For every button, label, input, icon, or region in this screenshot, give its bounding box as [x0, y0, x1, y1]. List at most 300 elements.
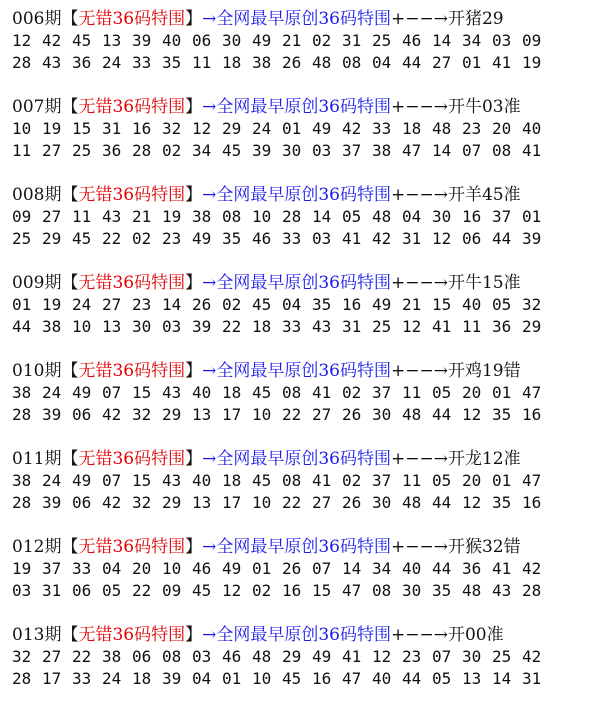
number-cell: 12 — [462, 405, 482, 424]
number-cell: 14 — [432, 141, 452, 160]
number-cell: 16 — [312, 669, 332, 688]
number-cell: 04 — [192, 669, 212, 688]
bracket-open: 【 — [61, 9, 79, 29]
number-cell: 01 — [252, 559, 272, 578]
number-cell: 03 — [162, 317, 182, 336]
number-row — [12, 30, 595, 52]
number-cell: 22 — [132, 581, 152, 600]
number-cell: 39 — [132, 31, 152, 50]
number-cell: 15 — [432, 295, 452, 314]
number-cell: 20 — [462, 383, 482, 402]
number-cell: 16 — [462, 207, 482, 226]
number-cell: 36 — [462, 559, 482, 578]
number-cell: 13 — [102, 31, 122, 50]
number-cell: 29 — [162, 493, 182, 512]
number-cell: 38 — [12, 383, 32, 402]
entry-header — [12, 448, 595, 470]
number-cell: 25 — [372, 31, 392, 50]
number-cell: 31 — [342, 31, 362, 50]
number-cell: 41 — [492, 53, 512, 72]
title-text: 无错36码特围 — [78, 361, 186, 381]
number-cell: 24 — [72, 295, 92, 314]
number-cell: 10 — [72, 317, 92, 336]
number-cell: 05 — [432, 383, 452, 402]
number-cell: 10 — [252, 669, 272, 688]
number-cell: 42 — [522, 559, 542, 578]
number-cell: 29 — [222, 119, 242, 138]
period-label: 013期 — [12, 625, 62, 645]
period-label: 007期 — [12, 97, 62, 117]
bracket-open: 【 — [61, 361, 79, 381]
bracket-close: 】 — [185, 9, 203, 29]
number-cell: 40 — [522, 119, 542, 138]
entry-header — [12, 184, 595, 206]
number-cell: 22 — [102, 229, 122, 248]
promo-text: →全网最早原创36码特围 — [202, 625, 391, 645]
number-cell: 33 — [132, 53, 152, 72]
number-cell: 31 — [42, 581, 62, 600]
number-cell: 35 — [432, 581, 452, 600]
number-row — [12, 558, 595, 580]
number-cell: 06 — [72, 581, 92, 600]
number-cell: 01 — [462, 53, 482, 72]
number-cell: 45 — [222, 141, 242, 160]
number-cell: 08 — [492, 141, 512, 160]
number-cell: 30 — [282, 141, 302, 160]
number-cell: 40 — [192, 383, 212, 402]
promo-text: →全网最早原创36码特围 — [202, 449, 391, 469]
number-cell: 15 — [312, 581, 332, 600]
number-cell: 20 — [462, 471, 482, 490]
number-cell: 42 — [342, 119, 362, 138]
number-cell: 04 — [402, 207, 422, 226]
number-cell: 16 — [522, 493, 542, 512]
number-row — [12, 382, 595, 404]
number-cell: 39 — [42, 493, 62, 512]
number-cell: 11 — [402, 383, 422, 402]
number-cell: 46 — [222, 647, 242, 666]
entry-header — [12, 8, 595, 30]
number-cell: 39 — [162, 669, 182, 688]
number-cell: 31 — [102, 119, 122, 138]
number-cell: 23 — [402, 647, 422, 666]
title-text: 无错36码特围 — [78, 449, 186, 469]
number-row — [12, 470, 595, 492]
number-cell: 01 — [492, 471, 512, 490]
number-cell: 27 — [102, 295, 122, 314]
number-cell: 22 — [282, 493, 302, 512]
number-cell: 06 — [462, 229, 482, 248]
number-cell: 12 — [222, 581, 242, 600]
number-cell: 47 — [522, 471, 542, 490]
number-cell: 47 — [402, 141, 422, 160]
number-cell: 41 — [522, 141, 542, 160]
number-cell: 42 — [102, 493, 122, 512]
number-cell: 34 — [462, 31, 482, 50]
arrow-text: +−−→ — [390, 361, 448, 381]
number-cell: 42 — [372, 229, 392, 248]
number-cell: 16 — [282, 581, 302, 600]
number-cell: 21 — [282, 31, 302, 50]
number-cell: 40 — [402, 559, 422, 578]
number-cell: 11 — [12, 141, 32, 160]
number-cell: 47 — [342, 581, 362, 600]
number-cell: 39 — [42, 405, 62, 424]
arrow-text: +−−→ — [390, 449, 448, 469]
number-cell: 38 — [102, 647, 122, 666]
number-cell: 49 — [312, 647, 332, 666]
promo-text: →全网最早原创36码特围 — [202, 185, 391, 205]
entry-block — [12, 8, 595, 74]
number-cell: 45 — [252, 471, 272, 490]
number-cell: 19 — [12, 559, 32, 578]
number-cell: 30 — [372, 493, 392, 512]
number-cell: 01 — [12, 295, 32, 314]
number-cell: 14 — [432, 31, 452, 50]
number-cell: 29 — [42, 229, 62, 248]
entry-block — [12, 448, 595, 514]
number-cell: 08 — [342, 53, 362, 72]
number-cell: 49 — [252, 31, 272, 50]
number-cell: 27 — [432, 53, 452, 72]
number-cell: 49 — [372, 295, 392, 314]
number-cell: 41 — [312, 471, 332, 490]
arrow-text: +−−→ — [390, 97, 448, 117]
entry-block — [12, 360, 595, 426]
promo-text: →全网最早原创36码特围 — [202, 361, 391, 381]
number-cell: 41 — [342, 229, 362, 248]
number-cell: 25 — [372, 317, 392, 336]
number-cell: 06 — [72, 405, 92, 424]
number-cell: 01 — [492, 383, 512, 402]
number-cell: 20 — [132, 559, 152, 578]
number-cell: 25 — [72, 141, 92, 160]
bracket-open: 【 — [61, 537, 79, 557]
number-cell: 42 — [522, 647, 542, 666]
number-cell: 31 — [342, 317, 362, 336]
number-cell: 24 — [252, 119, 272, 138]
number-cell: 02 — [162, 141, 182, 160]
result-text: 开鸡19错 — [447, 361, 521, 381]
number-cell: 43 — [162, 471, 182, 490]
number-cell: 03 — [192, 647, 212, 666]
number-cell: 42 — [102, 405, 122, 424]
result-text: 开猪29 — [447, 9, 504, 29]
number-cell: 28 — [12, 405, 32, 424]
number-cell: 24 — [42, 471, 62, 490]
number-row — [12, 492, 595, 514]
number-cell: 37 — [372, 471, 392, 490]
number-cell: 47 — [522, 383, 542, 402]
number-cell: 16 — [342, 295, 362, 314]
number-cell: 05 — [102, 581, 122, 600]
bracket-close: 】 — [185, 185, 203, 205]
number-cell: 33 — [72, 559, 92, 578]
number-cell: 14 — [492, 669, 512, 688]
number-cell: 01 — [522, 207, 542, 226]
number-cell: 44 — [492, 229, 512, 248]
number-cell: 26 — [282, 53, 302, 72]
period-label: 009期 — [12, 273, 62, 293]
number-cell: 37 — [492, 207, 512, 226]
number-cell: 43 — [492, 581, 512, 600]
number-cell: 35 — [492, 493, 512, 512]
number-cell: 12 — [192, 119, 212, 138]
number-cell: 34 — [372, 559, 392, 578]
number-cell: 30 — [372, 405, 392, 424]
number-cell: 02 — [342, 471, 362, 490]
number-cell: 34 — [192, 141, 212, 160]
bracket-close: 】 — [185, 361, 203, 381]
result-text: 开牛03准 — [447, 97, 521, 117]
entry-block — [12, 624, 595, 690]
number-cell: 16 — [522, 405, 542, 424]
number-cell: 44 — [402, 669, 422, 688]
number-cell: 33 — [72, 669, 92, 688]
number-cell: 35 — [162, 53, 182, 72]
number-cell: 24 — [102, 53, 122, 72]
promo-text: →全网最早原创36码特围 — [202, 9, 391, 29]
number-cell: 28 — [282, 207, 302, 226]
number-cell: 12 — [372, 647, 392, 666]
bracket-open: 【 — [61, 97, 79, 117]
number-cell: 41 — [312, 383, 332, 402]
number-cell: 49 — [72, 383, 92, 402]
number-row — [12, 206, 595, 228]
number-cell: 41 — [492, 559, 512, 578]
number-cell: 33 — [282, 317, 302, 336]
period-label: 008期 — [12, 185, 62, 205]
number-cell: 33 — [372, 119, 392, 138]
title-text: 无错36码特围 — [78, 9, 186, 29]
number-cell: 19 — [42, 295, 62, 314]
number-cell: 49 — [222, 559, 242, 578]
number-cell: 30 — [132, 317, 152, 336]
number-cell: 02 — [252, 581, 272, 600]
number-cell: 04 — [102, 559, 122, 578]
number-cell: 03 — [312, 141, 332, 160]
entry-block — [12, 96, 595, 162]
number-cell: 18 — [132, 669, 152, 688]
number-cell: 09 — [12, 207, 32, 226]
number-cell: 26 — [342, 493, 362, 512]
entry-header — [12, 272, 595, 294]
number-cell: 03 — [12, 581, 32, 600]
number-cell: 49 — [192, 229, 212, 248]
number-cell: 43 — [102, 207, 122, 226]
number-cell: 36 — [72, 53, 92, 72]
number-cell: 48 — [402, 405, 422, 424]
number-cell: 48 — [462, 581, 482, 600]
number-cell: 44 — [432, 493, 452, 512]
number-cell: 35 — [312, 295, 332, 314]
number-cell: 04 — [372, 53, 392, 72]
number-cell: 36 — [492, 317, 512, 336]
bracket-open: 【 — [61, 185, 79, 205]
number-cell: 03 — [312, 229, 332, 248]
number-cell: 08 — [162, 647, 182, 666]
number-cell: 01 — [222, 669, 242, 688]
number-cell: 31 — [522, 669, 542, 688]
title-text: 无错36码特围 — [78, 537, 186, 557]
number-row — [12, 316, 595, 338]
number-row — [12, 140, 595, 162]
number-cell: 10 — [252, 493, 272, 512]
arrow-text: +−−→ — [390, 273, 448, 293]
number-cell: 09 — [522, 31, 542, 50]
number-cell: 31 — [402, 229, 422, 248]
number-row — [12, 228, 595, 250]
number-cell: 37 — [42, 559, 62, 578]
number-cell: 13 — [102, 317, 122, 336]
title-text: 无错36码特围 — [78, 97, 186, 117]
number-cell: 08 — [282, 471, 302, 490]
number-cell: 02 — [132, 229, 152, 248]
number-cell: 25 — [12, 229, 32, 248]
number-cell: 29 — [282, 647, 302, 666]
number-cell: 23 — [462, 119, 482, 138]
number-cell: 28 — [522, 581, 542, 600]
number-cell: 44 — [432, 405, 452, 424]
number-cell: 19 — [162, 207, 182, 226]
number-cell: 41 — [342, 647, 362, 666]
number-cell: 08 — [222, 207, 242, 226]
number-cell: 05 — [432, 471, 452, 490]
number-cell: 32 — [522, 295, 542, 314]
number-cell: 30 — [432, 207, 452, 226]
number-cell: 45 — [72, 229, 92, 248]
number-cell: 28 — [132, 141, 152, 160]
number-cell: 27 — [42, 207, 62, 226]
number-cell: 21 — [402, 295, 422, 314]
promo-text: →全网最早原创36码特围 — [202, 97, 391, 117]
number-cell: 24 — [42, 383, 62, 402]
number-cell: 13 — [192, 493, 212, 512]
number-cell: 12 — [12, 31, 32, 50]
number-cell: 08 — [282, 383, 302, 402]
number-cell: 26 — [192, 295, 212, 314]
number-row — [12, 580, 595, 602]
number-cell: 11 — [402, 471, 422, 490]
number-cell: 32 — [132, 405, 152, 424]
number-cell: 48 — [432, 119, 452, 138]
number-cell: 40 — [372, 669, 392, 688]
number-cell: 48 — [312, 53, 332, 72]
bracket-close: 】 — [185, 97, 203, 117]
number-cell: 48 — [372, 207, 392, 226]
number-cell: 12 — [462, 493, 482, 512]
number-cell: 28 — [12, 53, 32, 72]
arrow-text: +−−→ — [390, 9, 448, 29]
title-text: 无错36码特围 — [78, 273, 186, 293]
number-cell: 46 — [192, 559, 212, 578]
promo-text: →全网最早原创36码特围 — [202, 273, 391, 293]
number-cell: 05 — [492, 295, 512, 314]
number-cell: 11 — [72, 207, 92, 226]
number-cell: 38 — [372, 141, 392, 160]
number-cell: 26 — [282, 559, 302, 578]
number-cell: 19 — [522, 53, 542, 72]
number-cell: 18 — [402, 119, 422, 138]
number-cell: 49 — [312, 119, 332, 138]
number-cell: 39 — [522, 229, 542, 248]
number-cell: 05 — [342, 207, 362, 226]
number-row — [12, 52, 595, 74]
number-cell: 15 — [132, 383, 152, 402]
entry-block — [12, 184, 595, 250]
bracket-open: 【 — [61, 273, 79, 293]
number-cell: 11 — [192, 53, 212, 72]
number-cell: 27 — [42, 647, 62, 666]
number-cell: 44 — [402, 53, 422, 72]
number-cell: 15 — [132, 471, 152, 490]
number-row — [12, 668, 595, 690]
bracket-close: 】 — [185, 273, 203, 293]
entry-header — [12, 360, 595, 382]
number-cell: 14 — [162, 295, 182, 314]
number-cell: 13 — [192, 405, 212, 424]
number-cell: 40 — [162, 31, 182, 50]
number-cell: 12 — [432, 229, 452, 248]
result-text: 开龙12准 — [447, 449, 521, 469]
bracket-open: 【 — [61, 449, 79, 469]
number-cell: 45 — [252, 295, 272, 314]
period-label: 012期 — [12, 537, 62, 557]
number-cell: 19 — [42, 119, 62, 138]
number-cell: 23 — [132, 295, 152, 314]
number-cell: 30 — [222, 31, 242, 50]
number-cell: 18 — [222, 471, 242, 490]
number-cell: 24 — [102, 669, 122, 688]
number-cell: 38 — [42, 317, 62, 336]
number-cell: 38 — [12, 471, 32, 490]
number-cell: 14 — [312, 207, 332, 226]
number-cell: 40 — [192, 471, 212, 490]
number-cell: 45 — [72, 31, 92, 50]
number-cell: 07 — [432, 647, 452, 666]
number-cell: 47 — [342, 669, 362, 688]
number-cell: 28 — [12, 669, 32, 688]
number-cell: 22 — [282, 405, 302, 424]
number-cell: 32 — [12, 647, 32, 666]
arrow-text: +−−→ — [390, 537, 448, 557]
title-text: 无错36码特围 — [78, 185, 186, 205]
number-cell: 48 — [402, 493, 422, 512]
number-cell: 36 — [102, 141, 122, 160]
number-cell: 17 — [222, 493, 242, 512]
number-cell: 43 — [312, 317, 332, 336]
result-text: 开牛15准 — [447, 273, 521, 293]
number-cell: 29 — [522, 317, 542, 336]
number-cell: 22 — [72, 647, 92, 666]
number-cell: 45 — [282, 669, 302, 688]
number-cell: 10 — [252, 405, 272, 424]
number-cell: 14 — [342, 559, 362, 578]
number-cell: 26 — [342, 405, 362, 424]
number-cell: 44 — [12, 317, 32, 336]
number-cell: 49 — [72, 471, 92, 490]
number-cell: 07 — [462, 141, 482, 160]
number-cell: 02 — [342, 383, 362, 402]
bracket-close: 】 — [185, 449, 203, 469]
number-cell: 44 — [432, 559, 452, 578]
number-row — [12, 646, 595, 668]
result-text: 开00准 — [447, 625, 504, 645]
number-cell: 23 — [162, 229, 182, 248]
number-cell: 25 — [492, 647, 512, 666]
number-row — [12, 118, 595, 140]
number-cell: 18 — [222, 383, 242, 402]
